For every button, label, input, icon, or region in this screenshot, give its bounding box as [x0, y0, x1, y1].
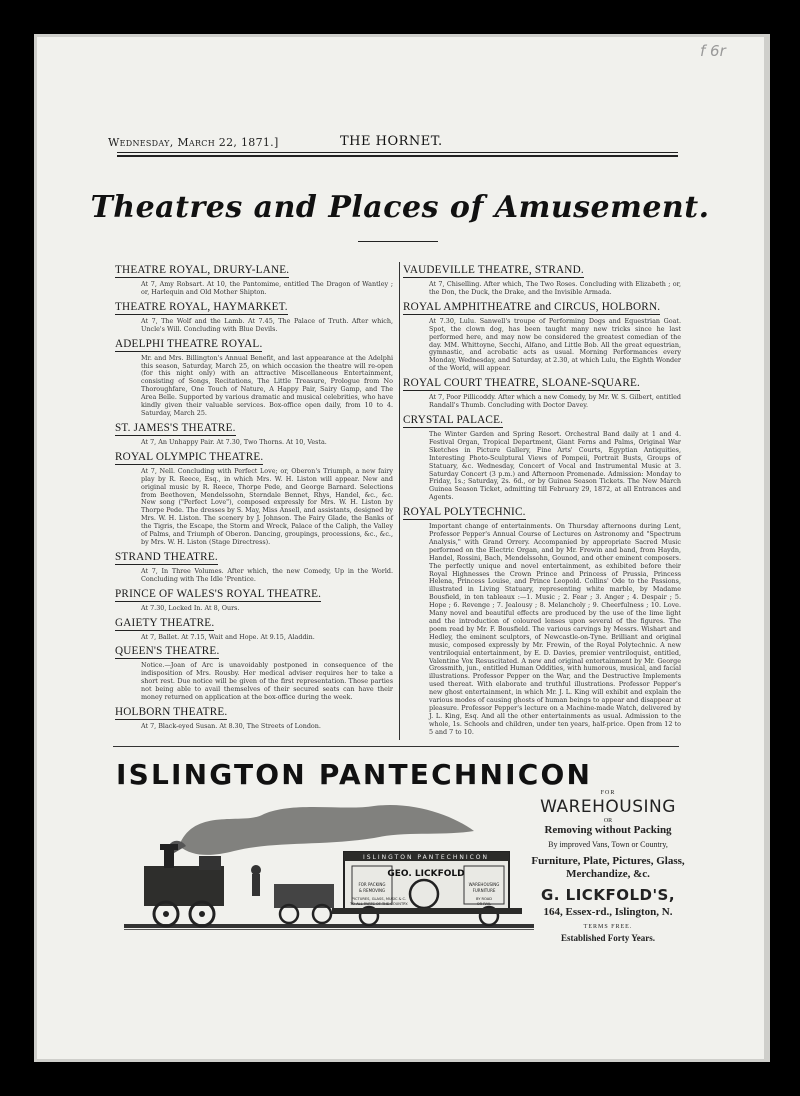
paper-name: THE HORNET.: [340, 134, 443, 149]
title-underline: [358, 241, 438, 242]
pencil-annotation: f 6r: [700, 42, 726, 60]
listing-heading: ROYAL OLYMPIC THEATRE.: [115, 450, 264, 463]
listing-text: Notice.—Joan of Arc is unavoidably postponed in consequence of the indisposition of Mrs. Rousby. Her medical adviser requires her to take a short rest. Due notice will be given of the first representation. Those parties not being able to avail themselves of their secured seats can have their money returned on application at the box-office during the week.: [141, 661, 393, 702]
listing-text: At 7, Nell. Concluding with Perfect Love; or, Oberon's Triumph, a new fairy play by R. Reece, Esq., in which Mrs. W. H. Liston will appear. New and original music by R. Reece, Thorpe Pede, and George Barnard. Selections from Beethoven, Mendelssohn, Sterndale Bennet, Rhys, Handel, &c., &c. New song ("Perfect Love"), composed expressly for Mrs. W. H. Liston by Thorpe Pede. The dresses by S. May, Miss Ansell, and assistants, designed by Mrs. W. H. Liston. The scenery by J. Johnson. The Fairy Glade, the Banks of the Tigris, the Escape, the Storm and Wreck, Palace of the Caliph, the Valley of Palms, and Triumph of Oberon. Dancing, groupings, processions, &c., &c., by Mrs. W. H. Liston (Stage Directress).: [141, 466, 393, 546]
listing-entry: [115, 645, 393, 702]
listing-text: The Winter Garden and Spring Resort. Orchestral Band daily at 1 and 4. Festival Organ, Tropical Department, Giant Ferns and Palms, Original War Sketches in Picture Gallery, Fine Arts' Courts, Egyptian Antiquities, Interesting Photo-Sculptural Views of Pompeii, Portrait Busts, Groups of Statuary, &c. Wednesday, Concert of Vocal and Instrumental Music at 3. Saturday Concert (3 p.m.) and Afternoon Promenade. Admission: Monday to Friday, 1s.; Saturday, 2s. 6d., or by Guinea Season Tickets. The New March Guinea Season Ticket, admitting till February 29, 1872, at all Entrances and Agents.: [429, 429, 681, 502]
masthead-rule-bottom: [117, 155, 678, 157]
pantechnicon-engraving: [124, 796, 534, 946]
listing-entry: [115, 551, 393, 584]
listing-entry: [115, 264, 393, 297]
listing-entry: [115, 617, 393, 642]
listing-heading: ROYAL COURT THEATRE, SLOANE-SQUARE.: [403, 377, 641, 390]
listing-heading: ROYAL AMPHITHEATRE and CIRCUS, HOLBORN.: [403, 300, 661, 313]
listing-text: Mr. and Mrs. Billington's Annual Benefit, and last appearance at the Adelphi this season, Saturday, March 25, on which occasion the theatre will re-open (for this night only) with an attractive Miscellaneous Entertainment, consisting of Songs, Recitations, The Little Treasure, Prologue from No Thoroughfare, One Touch of Nature, A Happy Pair, Sairy Gamp, and The Area Belle. Supported by various dramatic and musical celebrities, who have kindly given their valuable services. Box-office open daily, from 10 to 4. Saturday, March 25.: [141, 353, 393, 417]
advert-for: FOR: [600, 790, 616, 796]
listing-heading: ST. JAMES'S THEATRE.: [115, 421, 236, 434]
listing-heading: STRAND THEATRE.: [115, 550, 218, 563]
advert-terms: TERMS FREE.: [583, 924, 633, 930]
right-column: [403, 264, 681, 741]
listing-text: At 7.30, Locked In. At 8, Ours.: [141, 603, 240, 612]
listing-text: Important change of entertainments. On Thursday afternoons during Lent, Professor Pepper's Annual Course of Lectures on Astronomy and "Spectrum Analysis," with Grand Orrery. Accompanied by appropriate Sacred Music performed on the Electric Organ, and by Mr. Frewin and band, from Haydn, Handel, Rossini, Bach, Mendelssohn, Gounod, and other eminent composers. The perfectly unique and novel entertainment, as exhibited before their Royal Highnesses the Crown Prince and Princess of Prussia, Princess Helena, Princess Louise, and Prince Leopold. Collins' Ode to the Passions, illustrated in Living Statuary, representing white marble, by Madame Bousfield, in ten tableaux :—1. Music ; 2. Fear ; 3. Anger ; 4. Despair ; 5. Hope ; 6. Revenge ; 7. Jealousy ; 8. Melancholy ; 9. Cheerfulness ; 10. Love. Many novel and beautiful effects are produced by the use of the lime light and the introduction of coloured lenses upon several of the figures. The poem read by Mr. F. Bousfield. The various carvings by Messrs. Wishart and Hedley, the eminent sculptors, of Newcastle-on-Tyne. Brilliant and original music, composed expressly by Mr. Frewin, of the Royal Polytechnic. A new ventriloquial entertainment, by E. D. Davies, premier ventriloquist, entitled, Valentine Vox Resuscitated. A new and original entertainment by Mr. George Grossmith, jun., entitled Human Oddities, with humorous, musical, and facial illustrations. Professor Pepper on the War, and the Destructive Implements used thereat. With elaborate and truthful illustrations. Professor Pepper's new ghost entertainment, in which Mr. J. L. King will exhibit and explain the various modes of causing ghosts of human beings to appear and disappear at pleasure. Professor Pepper's lecture on a Machine-made Watch, delivered by J. L. King, Esq. And all the other entertainments as usual. Admission to the whole, 1s. Schools and children, under ten years, half-price. Open from 12 to 5 and 7 to 10.: [429, 522, 681, 736]
van-right-line1: WAREHOUSING: [468, 882, 500, 887]
listing-entry: [115, 451, 393, 547]
masthead: [80, 92, 680, 149]
listing-entry: [115, 588, 393, 613]
advert-removing: Removing without Packing: [544, 824, 672, 836]
page-title: Theatres and Places of Amusement.: [90, 190, 710, 225]
listing-text: At 7.30, Lulu. Sanwell's troupe of Performing Dogs and Equestrian Goat. Spot, the clown dog, has been taught many new tricks since he last performed here, and may now be considered the greatest comedian of the day. MM. Whittoyne, Secchi, Alfano, and Little Bob. All the great equestrian, gymnastic, and acrobatic acts as usual. Morning Performances every Monday, Wednesday, and Saturday, at 2.30, at which Lulu, the Eighth Wonder of the World, will appear.: [429, 316, 681, 373]
listing-heading: GAIETY THEATRE.: [115, 616, 215, 629]
section-divider: [113, 746, 679, 747]
van-left-line1: FOR PACKING: [358, 882, 386, 887]
listing-text: At 7, Chiselling. After which, The Two Roses. Concluding with Elizabeth ; or, the Don, the Duck, the Drake, and the Invisible Armada.: [429, 280, 681, 296]
advert-address: 164, Essex-rd., Islington, N.: [543, 906, 673, 918]
listing-heading: VAUDEVILLE THEATRE, STRAND.: [403, 264, 584, 276]
listing-entry: [115, 422, 393, 447]
listing-entry: [403, 414, 681, 502]
listing-heading: THEATRE ROYAL, DRURY-LANE.: [115, 264, 290, 276]
listing-heading: PRINCE OF WALES'S ROYAL THEATRE.: [115, 587, 322, 600]
van-left-line2: & REMOVING: [358, 888, 386, 893]
left-column: [115, 264, 393, 735]
listing-text: At 7, Amy Robsart. At 10, the Pantomime, entitled The Dragon of Wantley ; or, Harlequin and Old Mother Shipton.: [141, 280, 393, 296]
van-rail-line2: OR RAIL: [476, 902, 492, 906]
column-divider: [399, 262, 400, 740]
listing-entry: [403, 264, 681, 297]
listing-text: At 7, Ballet. At 7.15, Wait and Hope. At 9.15, Aladdin.: [141, 632, 315, 641]
listing-heading: ROYAL POLYTECHNIC.: [403, 506, 526, 519]
advert-name: G. LICKFOLD'S,: [540, 886, 676, 904]
van-bottom-line1: PICTURES, GLASS, MUSIC & C.: [351, 897, 407, 901]
listing-heading: THEATRE ROYAL, HAYMARKET.: [115, 300, 288, 313]
van-right-line2: FURNITURE: [472, 888, 496, 893]
listing-entry: [115, 301, 393, 334]
advert-details: [528, 790, 688, 943]
listing-heading: HOLBORN THEATRE.: [115, 706, 228, 718]
advert-title: ISLINGTON PANTECHNICON: [116, 758, 593, 791]
masthead-rule-top: [117, 152, 678, 153]
van-banner: ISLINGTON PANTECHNICON: [362, 854, 490, 861]
listing-text: At 7, The Wolf and the Lamb. At 7.45, The Palace of Truth. After which, Uncle's Will. Concluding with Blue Devils.: [141, 316, 393, 333]
van-bottom-line2: TO ALL PARTS OF THE COUNTRY.: [349, 902, 409, 906]
advert-or: OR: [603, 818, 613, 824]
listing-heading: QUEEN'S THEATRE.: [115, 645, 220, 658]
listing-entry: [403, 506, 681, 736]
listing-entry: [115, 338, 393, 418]
listing-entry: [115, 706, 393, 731]
listing-text: At 7, Black-eyed Susan. At 8.30, The Streets of London.: [141, 722, 321, 730]
van-rail-line1: BY ROAD: [475, 897, 493, 901]
issue-date: Wednesday, March 22, 1871.]: [108, 136, 279, 149]
van-name: GEO. LICKFOLD: [387, 869, 465, 879]
listing-text: At 7, An Unhappy Pair. At 7.30, Two Thorns. At 10, Vesta.: [141, 437, 327, 446]
advert-warehousing: WAREHOUSING: [540, 797, 676, 817]
listing-text: At 7, In Three Volumes. After which, the new Comedy, Up in the World. Concluding with The Idle 'Prentice.: [141, 566, 393, 583]
listing-text: At 7, Poor Pillicoddy. After which a new Comedy, by Mr. W. S. Gilbert, entitled Randall's Thumb. Concluding with Doctor Davey.: [429, 393, 681, 410]
listing-heading: CRYSTAL PALACE.: [403, 413, 504, 426]
advert-goods: Furniture, Plate, Pictures, Glass, Merchandize, &c.: [531, 855, 685, 880]
listing-heading: ADELPHI THEATRE ROYAL.: [115, 337, 263, 350]
advert-established: Established Forty Years.: [561, 933, 655, 943]
advert-vans: By improved Vans, Town or Country,: [548, 840, 668, 849]
listing-entry: [403, 301, 681, 373]
listing-entry: [403, 377, 681, 410]
